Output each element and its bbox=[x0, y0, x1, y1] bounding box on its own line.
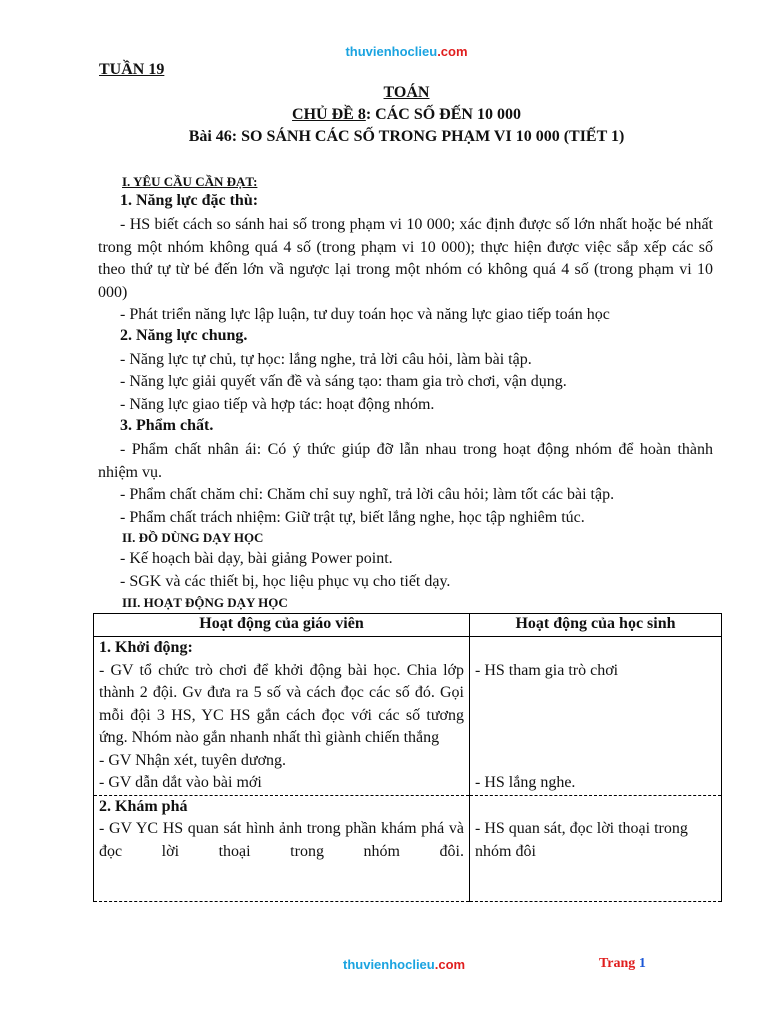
activity-title: 2. Khám phá bbox=[99, 797, 188, 815]
header-site-name bbox=[0, 44, 768, 59]
competence-line: - Phát triển năng lực lập luận, tư duy toán học và năng lực giao tiếp toán học bbox=[120, 306, 610, 323]
lesson-title: Bài 46: SO SÁNH CÁC SỐ TRONG PHẠM VI 10 000 (TIẾT 1) bbox=[188, 128, 625, 145]
topic-prefix: CHỦ ĐỀ 8 bbox=[292, 106, 366, 123]
materials-line: - SGK và các thiết bị, học liệu phục vụ cho tiết dạy. bbox=[120, 573, 451, 590]
student-cell bbox=[470, 795, 722, 901]
section-requirements-heading: I. YÊU CẦU CẦN ĐẠT: bbox=[122, 174, 258, 189]
competence-line: - Năng lực tự chủ, tự học: lắng nghe, trả lời câu hỏi, làm bài tập. bbox=[120, 351, 532, 368]
section-materials-heading: II. ĐỒ DÙNG DẠY HỌC bbox=[122, 530, 264, 545]
site-domain-part: .com bbox=[437, 44, 468, 59]
table-header-row bbox=[94, 614, 722, 637]
teacher-column-header: Hoạt động của giáo viên bbox=[94, 614, 470, 637]
table-row bbox=[94, 637, 722, 796]
activity-title: 1. Khởi động: bbox=[99, 639, 193, 656]
topic-title bbox=[0, 106, 768, 124]
page-label: Trang bbox=[599, 956, 636, 971]
competence-line: - Năng lực giao tiếp và hợp tác: hoạt động nhóm. bbox=[120, 396, 435, 413]
student-activity-text: - HS tham gia trò chơi bbox=[475, 661, 619, 679]
section-activities-heading: III. HOẠT ĐỘNG DẠY HỌC bbox=[122, 595, 288, 610]
site-name-part: thuvienhoclieu bbox=[345, 44, 438, 59]
site-domain-part: .com bbox=[434, 957, 466, 972]
teacher-activity-text: - GV Nhận xét, tuyên dương. bbox=[99, 751, 287, 769]
materials-line: - Kế hoạch bài dạy, bài giảng Power point. bbox=[120, 550, 393, 567]
teacher-activity-text: - GV dẫn dắt vào bài mới bbox=[99, 774, 262, 791]
page-number bbox=[599, 956, 646, 972]
teacher-activity-text: - GV YC HS quan sát hình ảnh trong phần khám phá và đọc lời thoại trong nhóm đôi. bbox=[99, 820, 464, 860]
quality-line: - Phẩm chất trách nhiệm: Giữ trật tự, biết lắng nghe, học tập nghiêm túc. bbox=[120, 509, 585, 526]
student-activity-text: - HS lắng nghe. bbox=[475, 774, 576, 791]
specific-competence-heading: 1. Năng lực đặc thù: bbox=[120, 192, 259, 209]
site-name-part: thuvienhoclieu bbox=[343, 957, 435, 972]
qualities-heading: 3. Phẩm chất. bbox=[120, 417, 214, 434]
footer-site-name bbox=[343, 957, 465, 972]
activities-table bbox=[93, 613, 722, 902]
week-label: TUẦN 19 bbox=[99, 61, 165, 78]
student-activity-text: - HS quan sát, đọc lời thoại trong nhóm đôi bbox=[475, 820, 688, 860]
student-cell bbox=[470, 637, 722, 796]
subject-title: TOÁN bbox=[383, 84, 430, 101]
student-column-header: Hoạt động của học sinh bbox=[470, 614, 722, 637]
general-competence-heading: 2. Năng lực chung. bbox=[120, 327, 248, 344]
table-row bbox=[94, 795, 722, 901]
teacher-activity-text: - GV tổ chức trò chơi để khởi động bài học. Chia lớp thành 2 đội. Gv đưa ra 5 số và cách đọc các số đó. Gọi mỗi đội 3 HS, YC HS gắn cách đọc với các số tương ứng. Nhóm nào gắn nhanh nhất thì giành chiến thắng bbox=[99, 661, 464, 746]
teacher-cell bbox=[94, 795, 470, 901]
quality-paragraph: - Phẩm chất nhân ái: Có ý thức giúp đỡ lẫn nhau trong hoạt động nhóm để hoàn thành nhiệm vụ. bbox=[98, 441, 713, 481]
page-number-value: 1 bbox=[638, 956, 646, 971]
competence-line: - Năng lực giải quyết vấn đề và sáng tạo: tham gia trò chơi, vận dụng. bbox=[120, 373, 567, 390]
teacher-cell bbox=[94, 637, 470, 796]
topic-rest: : CÁC SỐ ĐẾN 10 000 bbox=[365, 106, 521, 123]
specific-competence-paragraph: - HS biết cách so sánh hai số trong phạm vi 10 000; xác định được số lớn nhất hoặc bé nhất trong một nhóm không quá 4 số (trong phạm vi 10 000); thực hiện được việc sắp xếp các số theo thứ tự từ bé đến lớn vầ ngược lại trong một nhóm có không quá 4 số (trong phạm vi 10 000) bbox=[98, 216, 713, 301]
quality-line: - Phẩm chất chăm chỉ: Chăm chỉ suy nghĩ, trả lời câu hỏi; làm tốt các bài tập. bbox=[120, 486, 615, 503]
